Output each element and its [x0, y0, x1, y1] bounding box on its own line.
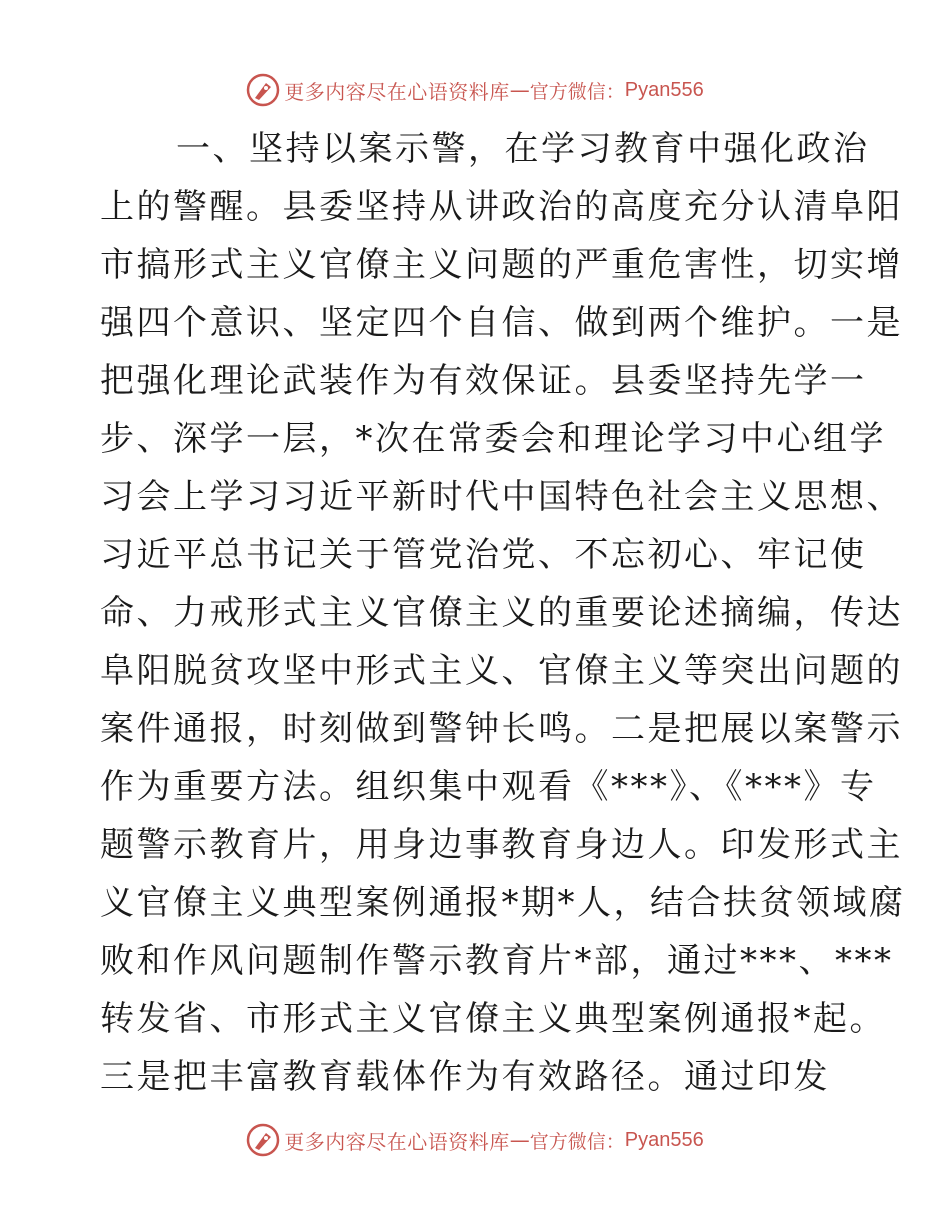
header-wechat-id: Pyan556 — [624, 78, 704, 101]
footer-separator: — — [509, 1128, 530, 1152]
footer-wechat-id: Pyan556 — [624, 1128, 704, 1151]
footer-wechat-label: 官方微信： — [529, 1130, 625, 1153]
paragraph-line: 上的警醒。县委坚持从讲政治的高度充分认清阜阳 — [100, 187, 903, 227]
footer-brand-text: 更多内容尽在心语资料库 — [284, 1129, 510, 1154]
paragraph-line: 义官僚主义典型案例通报*期*人，结合扶贫领域腐 — [100, 883, 906, 923]
paragraph-line: 题警示教育片，用身边事教育身边人。印发形式主 — [100, 825, 903, 865]
paragraph-line: 一、坚持以案示警，在学习教育中强化政治 — [176, 129, 870, 169]
body-paragraph — [100, 120, 906, 1106]
paragraph-line: 转发省、市形式主义官僚主义典型案例通报*起。 — [100, 999, 886, 1039]
paragraph-line: 作为重要方法。组织集中观看《***》、《***》专 — [100, 767, 877, 807]
header-banner — [0, 70, 950, 110]
header-separator: — — [509, 78, 530, 102]
paragraph-line: 败和作风问题制作警示教育片*部，通过***、*** — [100, 941, 894, 981]
paragraph-line: 阜阳脱贫攻坚中形式主义、官僚主义等突出问题的 — [100, 651, 903, 691]
paragraph-line: 市搞形式主义官僚主义问题的严重危害性，切实增 — [100, 245, 903, 285]
paragraph-line: 习近平总书记关于管党治党、不忘初心、牢记使 — [100, 535, 867, 575]
paragraph-line: 把强化理论武装作为有效保证。县委坚持先学一 — [100, 361, 867, 401]
pen-nib-icon — [246, 73, 280, 107]
footer-banner — [0, 1120, 950, 1160]
paragraph-line: 习会上学习习近平新时代中国特色社会主义思想、 — [100, 477, 903, 517]
paragraph-line: 案件通报，时刻做到警钟长鸣。二是把展以案警示 — [100, 709, 903, 749]
pen-nib-icon — [246, 1123, 280, 1157]
paragraph-line: 三是把丰富教育载体作为有效路径。通过印发 — [100, 1057, 830, 1097]
paragraph-line: 步、深学一层，*次在常委会和理论学习中心组学 — [100, 419, 886, 459]
paragraph-line: 强四个意识、坚定四个自信、做到两个维护。一是 — [100, 303, 903, 343]
header-brand-text: 更多内容尽在心语资料库 — [284, 79, 510, 104]
paragraph-line: 命、力戒形式主义官僚主义的重要论述摘编，传达 — [100, 593, 903, 633]
header-wechat-label: 官方微信： — [529, 80, 625, 103]
